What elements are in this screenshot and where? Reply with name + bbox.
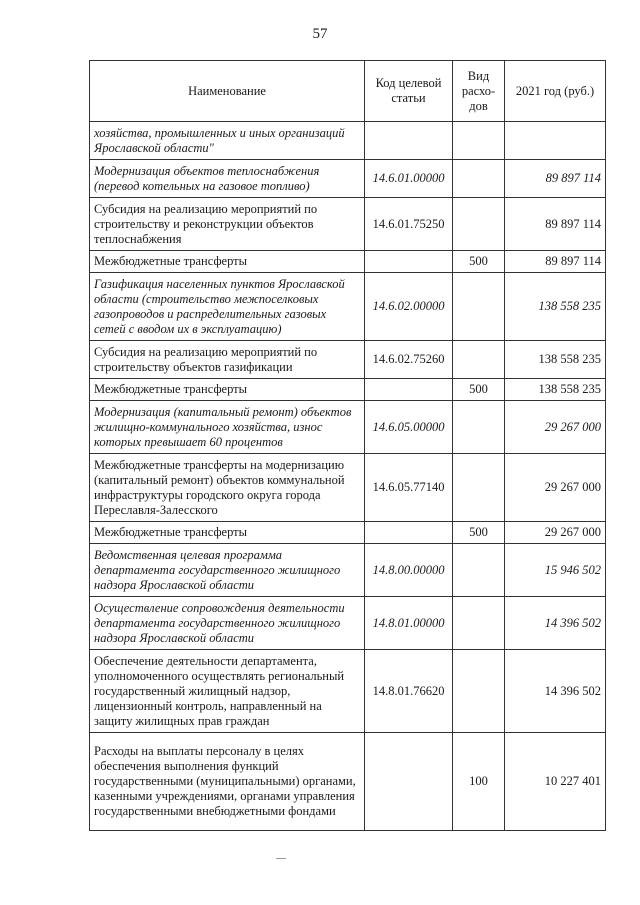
row-code: 14.6.02.75260 [365,341,453,379]
row-name: хозяйства, промышленных и иных организаций Ярославской области" [90,122,365,160]
row-amount: 15 946 502 [505,544,606,597]
row-amount: 29 267 000 [505,454,606,522]
row-name: Расходы на выплаты персоналу в целях обеспечения выполнения функций государственными (муниципальными) органами, казенными учреждениями, органами управления государственными внебюджетными фондами [90,733,365,831]
row-amount: 89 897 114 [505,198,606,251]
row-amount: 89 897 114 [505,251,606,273]
table-row [90,544,606,597]
row-code: 14.8.00.00000 [365,544,453,597]
row-name: Модернизация (капитальный ремонт) объектов жилищно-коммунального хозяйства, износ которых превышает 60 процентов [90,401,365,454]
header-amount: 2021 год (руб.) [505,61,606,122]
row-code: 14.6.01.75250 [365,198,453,251]
scan-mark [276,858,286,859]
row-amount: 89 897 114 [505,160,606,198]
row-code: 14.6.02.00000 [365,273,453,341]
row-code: 14.8.01.76620 [365,650,453,733]
table-row [90,160,606,198]
header-name: Наименование [90,61,365,122]
row-name: Межбюджетные трансферты на модернизацию (капитальный ремонт) объектов коммунальной инфраструктуры городского округа города Переславля-Залесского [90,454,365,522]
row-name: Межбюджетные трансферты [90,522,365,544]
table-header-row [90,61,606,122]
row-code [365,522,453,544]
table-row [90,341,606,379]
row-code: 14.6.01.00000 [365,160,453,198]
row-kind [453,160,505,198]
row-kind: 500 [453,522,505,544]
row-name: Газификация населенных пунктов Ярославской области (строительство межпоселковых газопроводов и распределительных газовых сетей с вводом их в эксплуатацию) [90,273,365,341]
row-kind [453,454,505,522]
row-kind [453,597,505,650]
row-kind [453,650,505,733]
row-code [365,122,453,160]
page-number: 57 [312,26,328,42]
row-kind: 500 [453,251,505,273]
row-kind [453,273,505,341]
row-kind [453,341,505,379]
row-amount: 138 558 235 [505,273,606,341]
row-code: 14.8.01.00000 [365,597,453,650]
row-amount: 10 227 401 [505,733,606,831]
row-kind: 100 [453,733,505,831]
table-row [90,650,606,733]
row-amount: 29 267 000 [505,522,606,544]
row-amount: 14 396 502 [505,650,606,733]
row-name: Межбюджетные трансферты [90,379,365,401]
row-name: Межбюджетные трансферты [90,251,365,273]
row-code [365,733,453,831]
row-kind [453,198,505,251]
row-code [365,251,453,273]
row-kind: 500 [453,379,505,401]
row-code [365,379,453,401]
row-kind [453,544,505,597]
row-name: Обеспечение деятельности департамента, уполномоченного осуществлять региональный государственный жилищный надзор, лицензионный контроль, направленный на защиту жилищных прав граждан [90,650,365,733]
table-row [90,379,606,401]
row-amount [505,122,606,160]
row-amount: 138 558 235 [505,379,606,401]
row-amount: 138 558 235 [505,341,606,379]
table-row [90,522,606,544]
row-kind [453,401,505,454]
row-kind [453,122,505,160]
table-row [90,273,606,341]
table-row [90,198,606,251]
header-code: Код целевой статьи [365,61,453,122]
row-code: 14.6.05.00000 [365,401,453,454]
row-amount: 29 267 000 [505,401,606,454]
row-name: Осуществление сопровождения деятельности департамента государственного жилищного надзора Ярославской области [90,597,365,650]
row-name: Субсидия на реализацию мероприятий по строительству объектов газификации [90,341,365,379]
row-amount: 14 396 502 [505,597,606,650]
table-row [90,733,606,831]
row-code: 14.6.05.77140 [365,454,453,522]
row-name: Субсидия на реализацию мероприятий по строительству и реконструкции объектов теплоснабжения [90,198,365,251]
table-row [90,401,606,454]
table-row [90,122,606,160]
budget-table [89,60,606,831]
row-name: Ведомственная целевая программа департамента государственного жилищного надзора Ярославской области [90,544,365,597]
row-name: Модернизация объектов теплоснабжения (перевод котельных на газовое топливо) [90,160,365,198]
table-row [90,597,606,650]
table-row [90,454,606,522]
table-row [90,251,606,273]
header-kind: Вид расхо-дов [453,61,505,122]
